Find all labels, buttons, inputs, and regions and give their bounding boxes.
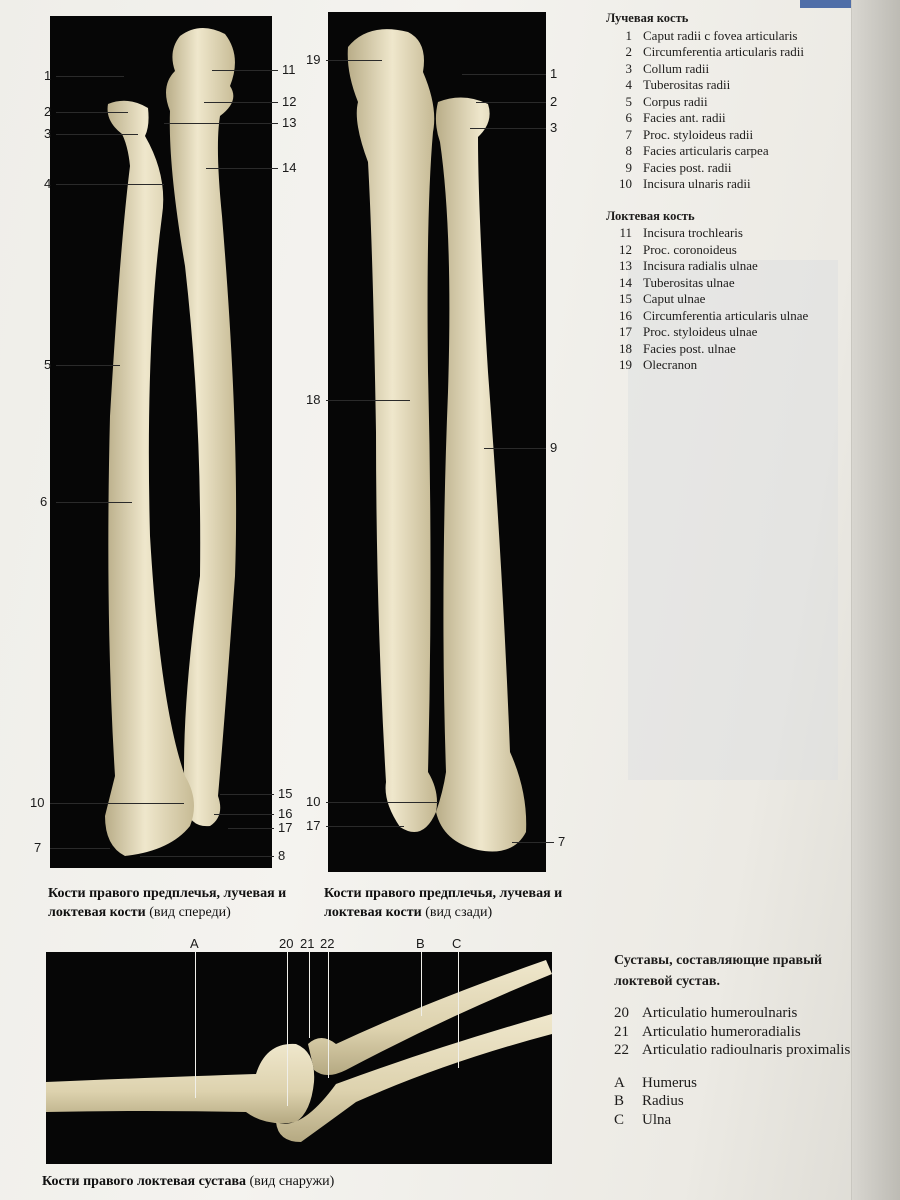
legend-text-7: Proc. styloideus radii [643, 126, 754, 142]
legend-item-15 [606, 291, 808, 308]
back-leader-3 [470, 128, 546, 129]
legend-item-1 [606, 28, 808, 45]
back-leader-2 [476, 102, 546, 103]
front-label-8: 8 [278, 848, 286, 863]
back-leader-18 [326, 400, 410, 401]
bone-item-C [614, 1111, 854, 1130]
front-label-17: 17 [278, 820, 293, 835]
joint-item-22 [614, 1041, 854, 1060]
legend-text-12: Proc. coronoideus [643, 241, 737, 257]
back-label-1: 1 [550, 66, 558, 81]
front-leader-11 [212, 70, 278, 71]
front-view-photo [50, 16, 272, 868]
legend-num-17: 17 [619, 324, 632, 339]
elbow-caption [42, 1172, 462, 1191]
legend-num-3: 3 [625, 60, 632, 76]
elbow-label-A: A [190, 936, 199, 951]
legend-num-9: 9 [625, 159, 632, 175]
front-label-16: 16 [278, 806, 293, 821]
front-label-5: 5 [44, 357, 52, 372]
joints-legend-title: Суставы, составляющие правый локтевой сустав. [614, 953, 823, 989]
back-caption [324, 884, 564, 922]
legend-text-10: Incisura ulnaris radii [643, 176, 751, 191]
back-leader-19 [326, 60, 382, 61]
legend-num-15: 15 [619, 291, 632, 306]
legend-text-1: Caput radii c fovea articularis [643, 27, 798, 43]
back-label-18: 18 [306, 392, 321, 407]
bones-legend [606, 10, 808, 374]
front-leader-5 [56, 365, 120, 366]
legend-item-2 [606, 44, 808, 61]
legend-text-14: Tuberositas ulnae [643, 274, 735, 290]
legend-num-12: 12 [619, 241, 632, 257]
joint-text-21: Articulatio humeroradialis [642, 1023, 801, 1040]
front-label-10: 10 [30, 795, 45, 810]
legend-item-16 [606, 308, 808, 325]
front-leader-8 [140, 856, 274, 857]
elbow-bones-illustration [46, 952, 552, 1164]
front-label-4: 4 [44, 176, 52, 191]
back-caption-title: Кости правого предплечья, лучевая и локтевая кости [324, 886, 563, 920]
back-leader-9 [484, 448, 546, 449]
bone-letter-B: B [614, 1093, 625, 1109]
legend-num-2: 2 [625, 44, 632, 59]
front-label-15: 15 [278, 786, 293, 801]
front-leader-10 [50, 803, 184, 804]
back-leader-17 [326, 826, 404, 827]
legend-text-15: Caput ulnae [643, 291, 706, 306]
elbow-label-B: B [416, 936, 425, 951]
front-label-6: 6 [40, 494, 48, 509]
joint-num-21: 21 [614, 1023, 629, 1040]
legend-item-14 [606, 275, 808, 292]
legend-num-16: 16 [619, 307, 632, 323]
next-page-edge [851, 0, 900, 1200]
legend-num-7: 7 [625, 126, 632, 142]
back-leader-7 [512, 842, 554, 843]
front-leader-12 [204, 102, 278, 103]
front-label-3: 3 [44, 126, 52, 141]
back-label-10: 10 [306, 794, 321, 809]
legend-num-10: 10 [619, 176, 632, 191]
legend-num-8: 8 [625, 143, 632, 158]
front-caption-view: (вид спереди) [145, 905, 231, 920]
legend-text-17: Proc. styloideus ulnae [643, 324, 758, 339]
legend-text-16: Circumferentia articularis ulnae [643, 307, 809, 323]
back-label-3: 3 [550, 120, 558, 135]
joint-num-20: 20 [614, 1005, 629, 1021]
front-leader-4 [56, 184, 164, 185]
elbow-label-C: C [452, 936, 462, 951]
back-caption-view: (вид сзади) [421, 905, 493, 920]
legend-item-17 [606, 324, 808, 341]
legend-num-19: 19 [619, 357, 632, 372]
legend-text-2: Circumferentia articularis radii [643, 44, 804, 59]
elbow-leader-C [458, 952, 459, 1068]
legend-text-18: Facies post. ulnae [643, 340, 736, 356]
back-leader-10 [326, 802, 438, 803]
elbow-caption-title: Кости правого локтевая сустава [42, 1174, 247, 1189]
front-leader-1 [56, 76, 124, 77]
back-label-9: 9 [550, 440, 558, 455]
legend-text-5: Corpus radii [643, 93, 708, 109]
back-label-2: 2 [550, 94, 558, 109]
legend-text-8: Facies articularis carpea [643, 143, 769, 158]
front-leader-14 [206, 168, 278, 169]
legend-num-1: 1 [625, 27, 632, 43]
front-leader-7 [50, 848, 110, 849]
legend-text-3: Collum radii [643, 60, 710, 76]
legend-num-14: 14 [619, 274, 632, 290]
elbow-leader-22 [328, 952, 329, 1078]
legend-text-6: Facies ant. radii [643, 110, 726, 125]
front-label-1: 1 [44, 68, 52, 83]
legend-num-11: 11 [619, 225, 632, 240]
elbow-leader-21 [309, 952, 310, 1038]
legend-item-3 [606, 61, 808, 78]
front-label-12: 12 [282, 94, 297, 109]
front-leader-13 [164, 123, 278, 124]
bone-item-B [614, 1092, 854, 1111]
legend-num-13: 13 [619, 258, 632, 273]
front-leader-6 [56, 502, 132, 503]
front-label-14: 14 [282, 160, 297, 175]
joint-text-22: Articulatio radioulnaris proximalis [642, 1042, 851, 1058]
legend-item-9 [606, 160, 808, 177]
back-view-photo [328, 12, 546, 872]
elbow-leader-A [195, 952, 196, 1098]
joint-text-20: Articulatio humeroulnaris [642, 1005, 798, 1021]
front-leader-17 [228, 828, 274, 829]
legend-item-8 [606, 143, 808, 160]
legend-item-11 [606, 225, 808, 242]
bone-text-A: Humerus [642, 1074, 697, 1091]
ulna-legend-title: Локтевая кость [606, 208, 695, 223]
joint-item-21 [614, 1023, 854, 1042]
joint-num-22: 22 [614, 1042, 629, 1058]
front-label-7: 7 [34, 840, 42, 855]
legend-text-11: Incisura trochlearis [643, 225, 743, 240]
elbow-leader-B [421, 952, 422, 1016]
legend-text-4: Tuberositas radii [643, 77, 731, 92]
front-leader-16 [214, 814, 274, 815]
elbow-label-22: 22 [320, 936, 335, 951]
back-view-bones-illustration [328, 12, 546, 872]
back-leader-1 [462, 74, 546, 75]
legend-item-6 [606, 110, 808, 127]
legend-text-19: Olecranon [643, 357, 698, 372]
radius-legend-title: Лучевая кость [606, 11, 689, 25]
front-leader-3 [56, 134, 138, 135]
front-label-2: 2 [44, 104, 52, 119]
legend-item-10 [606, 176, 808, 193]
front-label-11: 11 [282, 62, 296, 77]
joints-legend [614, 950, 854, 1129]
legend-item-12 [606, 242, 808, 259]
joint-item-20 [614, 1004, 854, 1023]
legend-item-4 [606, 77, 808, 94]
elbow-leader-20 [287, 952, 288, 1106]
front-view-bones-illustration [50, 16, 272, 868]
front-leader-15 [220, 794, 274, 795]
back-label-7: 7 [558, 834, 566, 849]
bone-text-B: Radius [642, 1093, 684, 1109]
elbow-caption-view: (вид снаружи) [246, 1174, 335, 1189]
legend-text-9: Facies post. radii [643, 159, 732, 175]
bone-item-A [614, 1074, 854, 1093]
back-label-19: 19 [306, 52, 321, 67]
elbow-view-photo [46, 952, 552, 1164]
legend-num-18: 18 [619, 340, 632, 356]
legend-num-6: 6 [625, 110, 632, 125]
elbow-label-21: 21 [300, 936, 315, 951]
legend-item-13 [606, 258, 808, 275]
legend-text-13: Incisura radialis ulnae [643, 258, 758, 273]
legend-item-19 [606, 357, 808, 374]
legend-num-4: 4 [625, 77, 632, 92]
bone-text-C: Ulna [642, 1111, 672, 1128]
legend-item-18 [606, 341, 808, 358]
elbow-label-20: 20 [279, 936, 294, 951]
front-caption [48, 884, 288, 922]
legend-item-5 [606, 94, 808, 111]
front-leader-2 [56, 112, 128, 113]
front-label-13: 13 [282, 115, 297, 130]
legend-item-7 [606, 127, 808, 144]
bone-letter-C: C [614, 1111, 625, 1128]
front-caption-title: Кости правого предплечья, лучевая и локтевая кости [48, 886, 287, 920]
bone-letter-A: A [614, 1074, 625, 1091]
back-label-17: 17 [306, 818, 321, 833]
legend-num-5: 5 [625, 93, 632, 109]
